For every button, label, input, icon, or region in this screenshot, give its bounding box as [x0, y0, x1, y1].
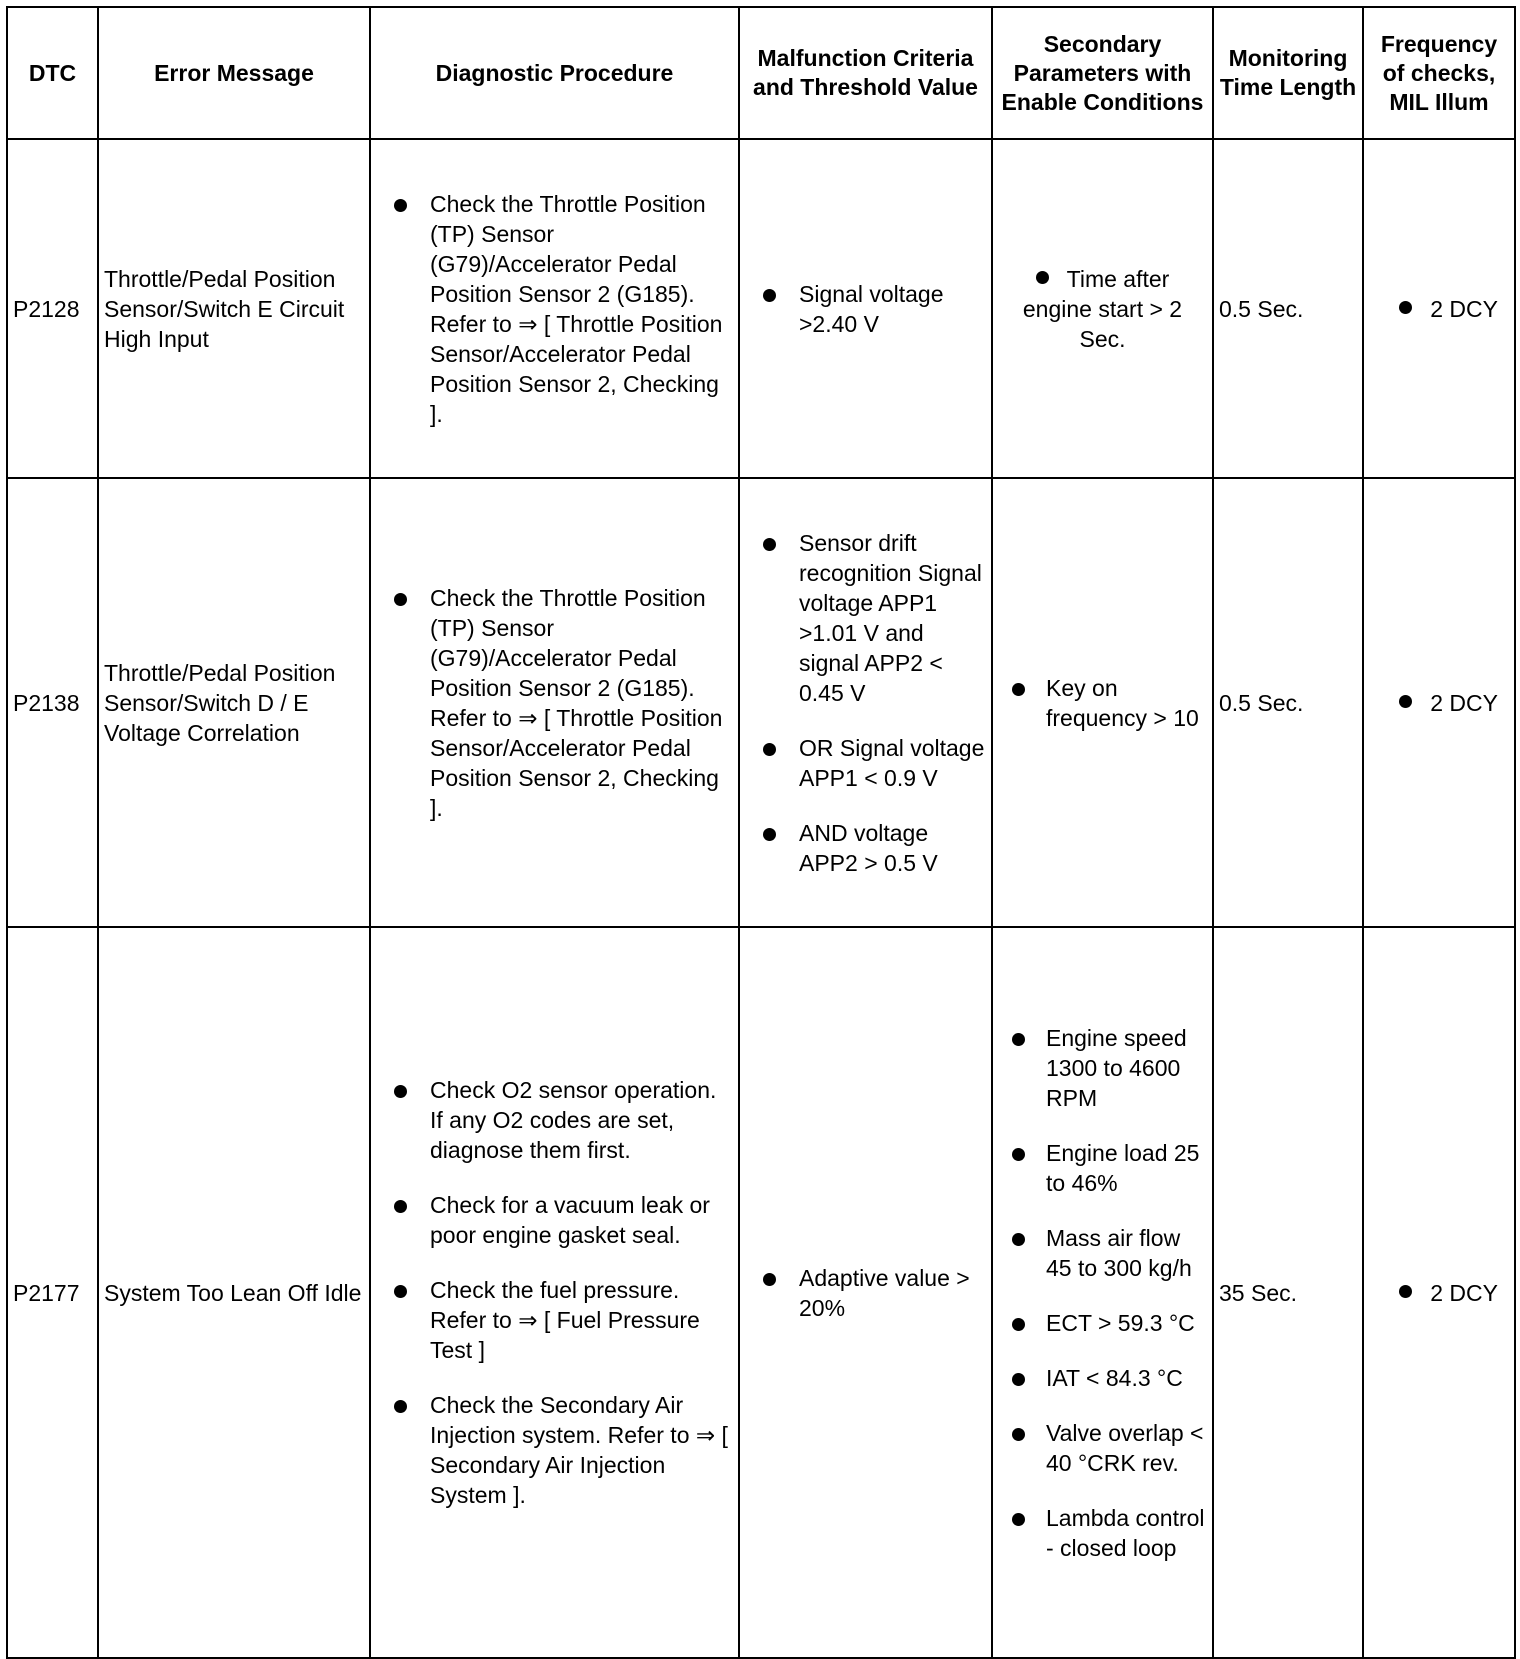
criteria-item: Signal voltage >2.40 V — [745, 279, 986, 339]
criteria-list — [745, 1263, 986, 1323]
monitoring-time: 0.5 Sec. — [1213, 139, 1363, 478]
criteria-list — [745, 279, 986, 339]
table-row — [7, 478, 1515, 927]
secondary-item: Mass air flow 45 to 300 kg/h — [998, 1223, 1207, 1283]
secondary-item: Lambda control - closed loop — [998, 1503, 1207, 1563]
procedure-item: Check the fuel pressure. Refer to ⇒ [ Fuel Pressure Test ] — [376, 1275, 733, 1365]
malfunction-criteria — [739, 139, 992, 478]
criteria-item: OR Signal voltage APP1 < 0.9 V — [745, 733, 986, 793]
malfunction-criteria — [739, 478, 992, 927]
header-malfunction-criteria: Malfunction Criteria and Threshold Value — [739, 7, 992, 139]
table-row — [7, 139, 1515, 478]
diagnostic-procedure — [370, 927, 739, 1658]
procedure-list — [376, 189, 733, 429]
procedure-list — [376, 583, 733, 823]
error-message: Throttle/Pedal Position Sensor/Switch E Circuit High Input — [98, 139, 370, 478]
criteria-item: AND voltage APP2 > 0.5 V — [745, 818, 986, 878]
header-monitoring-time: Monitoring Time Length — [1213, 7, 1363, 139]
procedure-item: Check O2 sensor operation. If any O2 codes are set, diagnose them first. — [376, 1075, 733, 1165]
header-diagnostic-procedure: Diagnostic Procedure — [370, 7, 739, 139]
header-dtc: DTC — [7, 7, 98, 139]
dtc-code: P2138 — [7, 478, 98, 927]
diagnostic-procedure — [370, 478, 739, 927]
frequency: 2 DCY — [1363, 139, 1515, 478]
error-message: Throttle/Pedal Position Sensor/Switch D / E Voltage Correlation — [98, 478, 370, 927]
criteria-item: Adaptive value > 20% — [745, 1263, 986, 1323]
dtc-code: P2128 — [7, 139, 98, 478]
secondary-parameters — [992, 478, 1213, 927]
procedure-item: Check the Throttle Position (TP) Sensor (G79)/Accelerator Pedal Position Sensor 2 (G185). Refer to ⇒ [ Throttle Position Sensor/Accelerator Pedal Position Sensor 2, Checking ]. — [376, 189, 733, 429]
bullet-icon — [1399, 301, 1412, 314]
secondary-parameters — [992, 139, 1213, 478]
secondary-item: Engine load 25 to 46% — [998, 1138, 1207, 1198]
procedure-item: Check the Secondary Air Injection system. Refer to ⇒ [ Secondary Air Injection System ]. — [376, 1390, 733, 1510]
malfunction-criteria — [739, 927, 992, 1658]
diagnostic-procedure — [370, 139, 739, 478]
bullet-icon — [1036, 271, 1049, 284]
procedure-item: Check the Throttle Position (TP) Sensor (G79)/Accelerator Pedal Position Sensor 2 (G185). Refer to ⇒ [ Throttle Position Sensor/Accelerator Pedal Position Sensor 2, Checking ]. — [376, 583, 733, 823]
monitoring-time: 0.5 Sec. — [1213, 478, 1363, 927]
secondary-item: Key on frequency > 10 — [998, 673, 1207, 733]
criteria-item: Sensor drift recognition Signal voltage APP1 >1.01 V and signal APP2 < 0.45 V — [745, 528, 986, 708]
header-secondary-parameters: Secondary Parameters with Enable Conditions — [992, 7, 1213, 139]
secondary-list — [998, 1023, 1207, 1563]
header-error-message: Error Message — [98, 7, 370, 139]
dtc-code: P2177 — [7, 927, 98, 1658]
secondary-list — [998, 673, 1207, 733]
frequency: 2 DCY — [1363, 478, 1515, 927]
secondary-item: Time after engine start > 2 Sec. — [1022, 265, 1183, 352]
criteria-list — [745, 528, 986, 878]
table-row — [7, 927, 1515, 1658]
bullet-icon — [1399, 695, 1412, 708]
secondary-item: IAT < 84.3 °C — [998, 1363, 1207, 1393]
monitoring-time: 35 Sec. — [1213, 927, 1363, 1658]
header-row — [7, 7, 1515, 139]
secondary-parameters — [992, 927, 1213, 1658]
secondary-item: Valve overlap < 40 °CRK rev. — [998, 1418, 1207, 1478]
frequency: 2 DCY — [1363, 927, 1515, 1658]
bullet-icon — [1399, 1285, 1412, 1298]
header-frequency: Frequency of checks, MIL Illum — [1363, 7, 1515, 139]
error-message: System Too Lean Off Idle — [98, 927, 370, 1658]
secondary-item: Engine speed 1300 to 4600 RPM — [998, 1023, 1207, 1113]
secondary-item: ECT > 59.3 °C — [998, 1308, 1207, 1338]
procedure-item: Check for a vacuum leak or poor engine gasket seal. — [376, 1190, 733, 1250]
procedure-list — [376, 1075, 733, 1510]
dtc-table — [6, 6, 1516, 1659]
